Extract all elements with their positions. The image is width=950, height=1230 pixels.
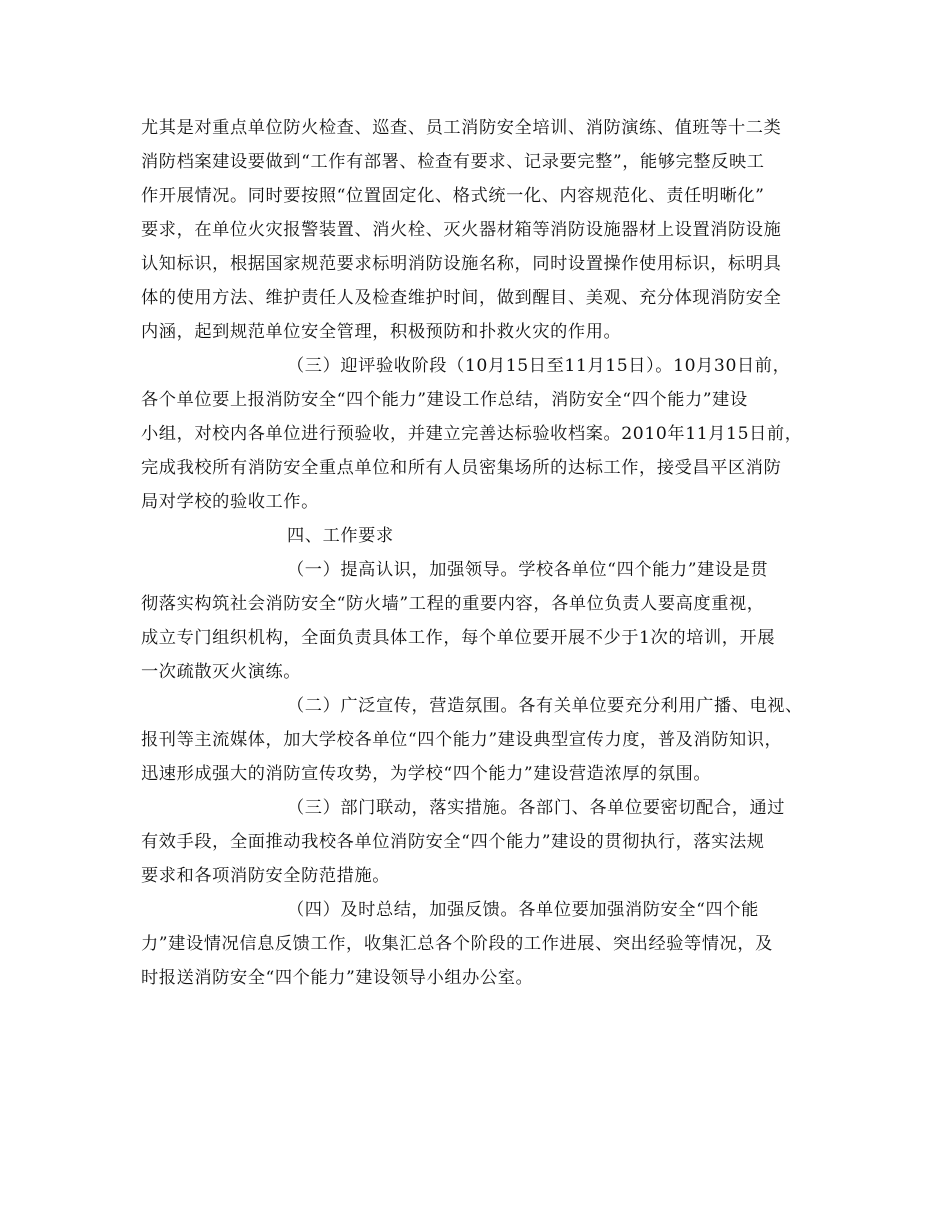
paragraph-start-line: （三）部门联动，落实措施。各部门、各单位要密切配合，通过 <box>287 798 786 818</box>
paragraph-start-line: （一）提高认识，加强领导。学校各单位“四个能力”建设是贯 <box>287 560 769 580</box>
text-line: 尤其是对重点单位防火检查、巡查、员工消防安全培训、消防演练、值班等十二类 <box>141 118 782 138</box>
text-line: 有效手段，全面推动我校各单位消防安全“四个能力”建设的贯彻执行，落实法规 <box>141 832 765 852</box>
text-line: 消防档案建设要做到“工作有部署、检查有要求、记录要完整”，能够完整反映工 <box>141 152 765 172</box>
text-line: 力”建设情况信息反馈工作，收集汇总各个阶段的工作进展、突出经验等情况，及 <box>141 934 773 954</box>
text-line: 小组，对校内各单位进行预验收，并建立完善达标验收档案。2010年11月15日前， <box>141 424 803 444</box>
text-line: 体的使用方法、维护责任人及检查维护时间，做到醒目、美观、充分体现消防安全 <box>141 288 782 308</box>
text-line: 彻落实构筑社会消防安全“防火墙”工程的重要内容，各单位负责人要高度重视， <box>141 594 765 614</box>
text-line: 迅速形成强大的消防宣传攻势，为学校“四个能力”建设营造浓厚的氛围。 <box>141 764 712 784</box>
text-line: 一次疏散灭火演练。 <box>141 662 302 682</box>
text-line: 要求和各项消防安全防范措施。 <box>141 866 391 886</box>
text-line: 成立专门组织机构，全面负责具体工作，每个单位要开展不少于1次的培训，开展 <box>141 628 776 648</box>
paragraph-start-line: （二）广泛宣传，营造氛围。各有关单位要充分利用广播、电视、 <box>287 696 803 716</box>
text-line: 要求，在单位火灾报警装置、消火栓、灭火器材箱等消防设施器材上设置消防设施 <box>141 220 782 240</box>
text-line: 认知标识，根据国家规范要求标明消防设施名称，同时设置操作使用标识，标明具 <box>141 254 782 274</box>
text-line: 作开展情况。同时要按照“位置固定化、格式统一化、内容规范化、责任明晰化” <box>141 186 765 206</box>
section-heading-line: （三）迎评验收阶段（10月15日至11月15日）。10月30日前， <box>287 356 791 376</box>
text-line: 局对学校的验收工作。 <box>141 492 319 512</box>
text-line: 各个单位要上报消防安全“四个能力”建设工作总结，消防安全“四个能力”建设 <box>141 390 748 410</box>
text-line: 时报送消防安全“四个能力”建设领导小组办公室。 <box>141 968 534 988</box>
text-line: 内涵，起到规范单位安全管理，积极预防和扑救火灾的作用。 <box>141 322 622 342</box>
section-title: 四、工作要求 <box>287 526 394 546</box>
text-line: 报刊等主流媒体，加大学校各单位“四个能力”建设典型宣传力度，普及消防知识， <box>141 730 783 750</box>
paragraph-start-line: （四）及时总结，加强反馈。各单位要加强消防安全“四个能 <box>287 900 759 920</box>
text-line: 完成我校所有消防安全重点单位和所有人员密集场所的达标工作，接受昌平区消防 <box>141 458 782 478</box>
